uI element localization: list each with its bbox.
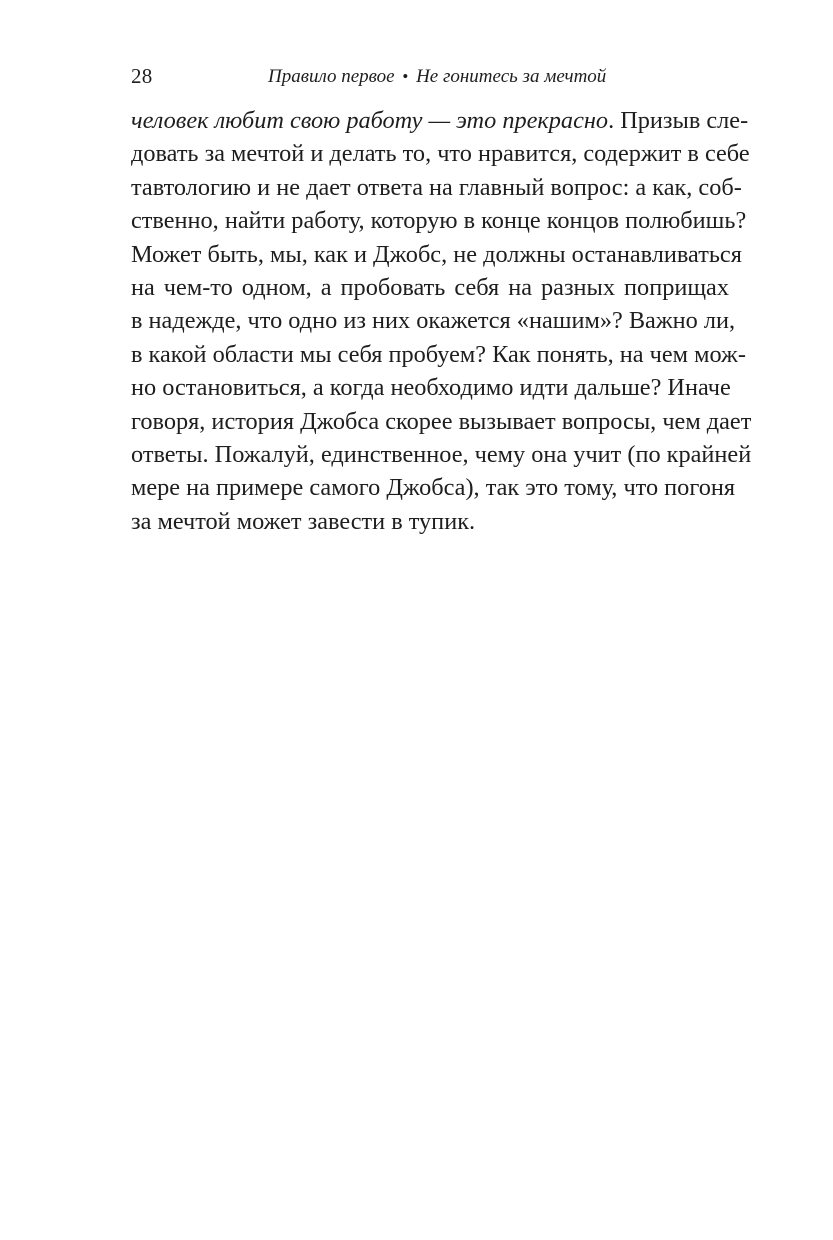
text-fragment: . Призыв сле-: [608, 107, 749, 134]
text-line-1: [131, 104, 749, 137]
text-line-6: на чем-то одном, а пробовать себя на разных поприщах: [131, 273, 729, 301]
text-line-9: но остановиться, а когда необходимо идти дальше? Иначе: [131, 374, 731, 402]
page-number: 28: [131, 64, 153, 88]
text-line-2: довать за мечтой и делать то, что нравится, содержит в себе: [131, 140, 750, 168]
body-text: [131, 104, 752, 538]
header-separator: •: [402, 67, 409, 86]
text-line-8: в какой области мы себя пробуем? Как понять, на чем мож-: [131, 340, 746, 368]
text-line-7: в надежде, что одно из них окажется «нашим»? Важно ли,: [131, 307, 736, 335]
text-line-11: ответы. Пожалуй, единственное, чему она учит (по крайней: [131, 440, 752, 468]
section-title: Не гонитесь за мечтой: [416, 66, 607, 87]
text-line-3: тавтологию и не дает ответа на главный вопрос: а как, соб-: [131, 173, 742, 201]
chapter-title: Правило первое: [268, 66, 395, 87]
text-line-13: за мечтой может завести в тупик.: [131, 507, 476, 535]
text-line-4: ственно, найти работу, которую в конце концов полюбишь?: [131, 207, 747, 235]
running-header: [268, 64, 607, 90]
text-line-10: говоря, история Джобса скорее вызывает вопросы, чем дает: [131, 407, 752, 435]
text-line-12: мере на примере самого Джобса), так это тому, что погоня: [131, 474, 736, 502]
text-line-5: Может быть, мы, как и Джобс, не должны останавливаться: [131, 240, 742, 268]
emphasized-phrase: человек любит свою работу — это прекрасно: [131, 107, 609, 134]
